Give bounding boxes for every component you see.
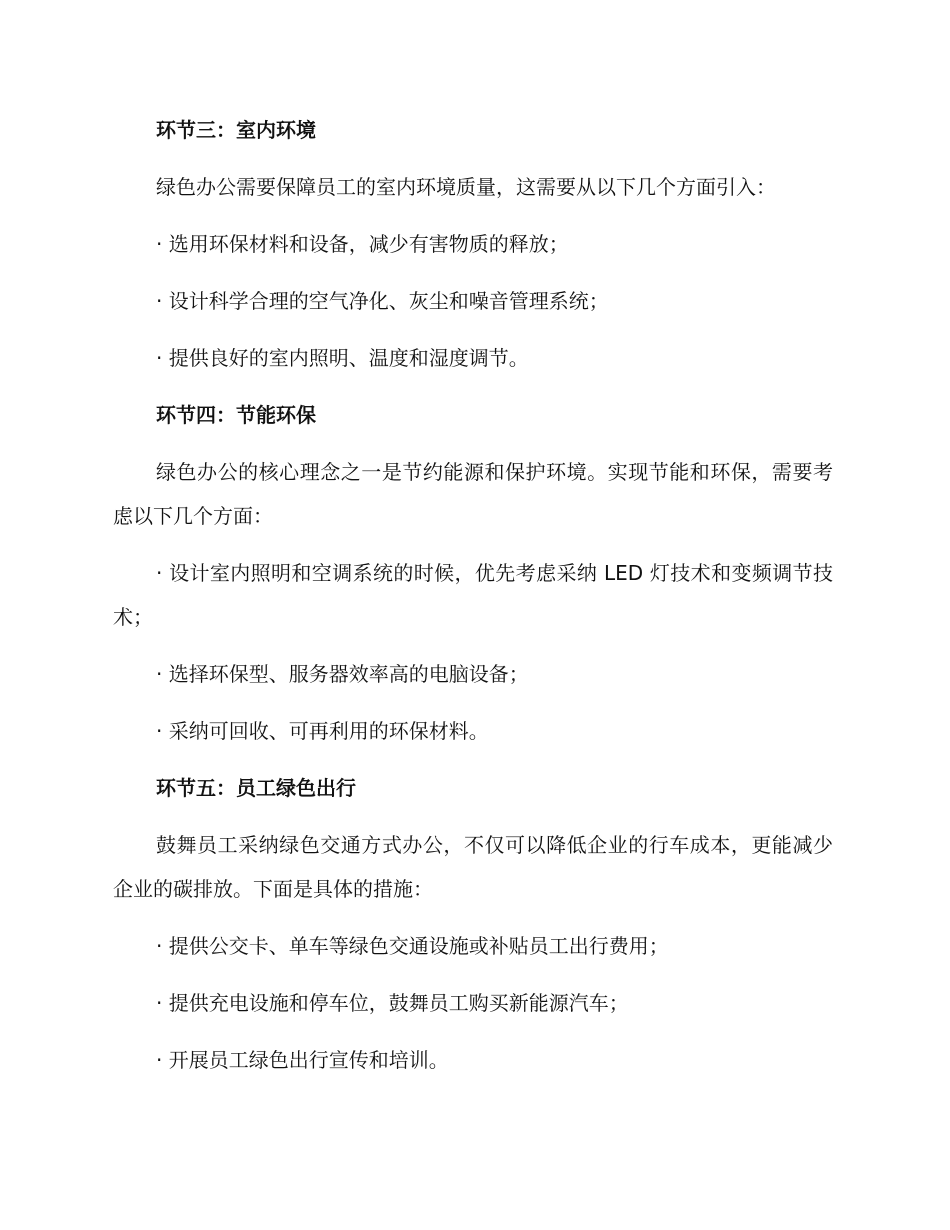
bullet-item: · 设计科学合理的空气净化、灰尘和噪音管理系统； [156, 289, 609, 313]
bullet-item: · 设计室内照明和空调系统的时候，优先考虑采纳 LED 灯技术和变频调节技术； [113, 561, 833, 629]
section-heading-3: 环节三：室内环境 [156, 118, 316, 142]
bullet-item: · 提供公交卡、单车等绿色交通设施或补贴员工出行费用； [156, 934, 669, 958]
bullet-item: · 选择环保型、服务器效率高的电脑设备； [156, 662, 529, 686]
bullet-item: · 采纳可回收、可再利用的环保材料。 [156, 719, 489, 743]
bullet-item: · 选用环保材料和设备，减少有害物质的释放； [156, 232, 569, 256]
document-body [113, 108, 833, 1095]
bullet-item: · 提供充电设施和停车位，鼓舞员工购买新能源汽车； [156, 991, 629, 1015]
paragraph-travel-intro: 鼓舞员工采纳绿色交通方式办公，不仅可以降低企业的行车成本，更能减少企业的碳排放。下面是具体的措施： [113, 833, 833, 901]
section-heading-5: 环节五：员工绿色出行 [156, 776, 356, 800]
section-heading-4: 环节四：节能环保 [156, 403, 316, 427]
paragraph-energy-intro: 绿色办公的核心理念之一是节约能源和保护环境。实现节能和环保，需要考虑以下几个方面： [113, 460, 833, 528]
paragraph-indoor-intro: 绿色办公需要保障员工的室内环境质量，这需要从以下几个方面引入： [156, 175, 776, 199]
bullet-item: · 提供良好的室内照明、温度和湿度调节。 [156, 346, 529, 370]
bullet-item: · 开展员工绿色出行宣传和培训。 [156, 1048, 449, 1072]
